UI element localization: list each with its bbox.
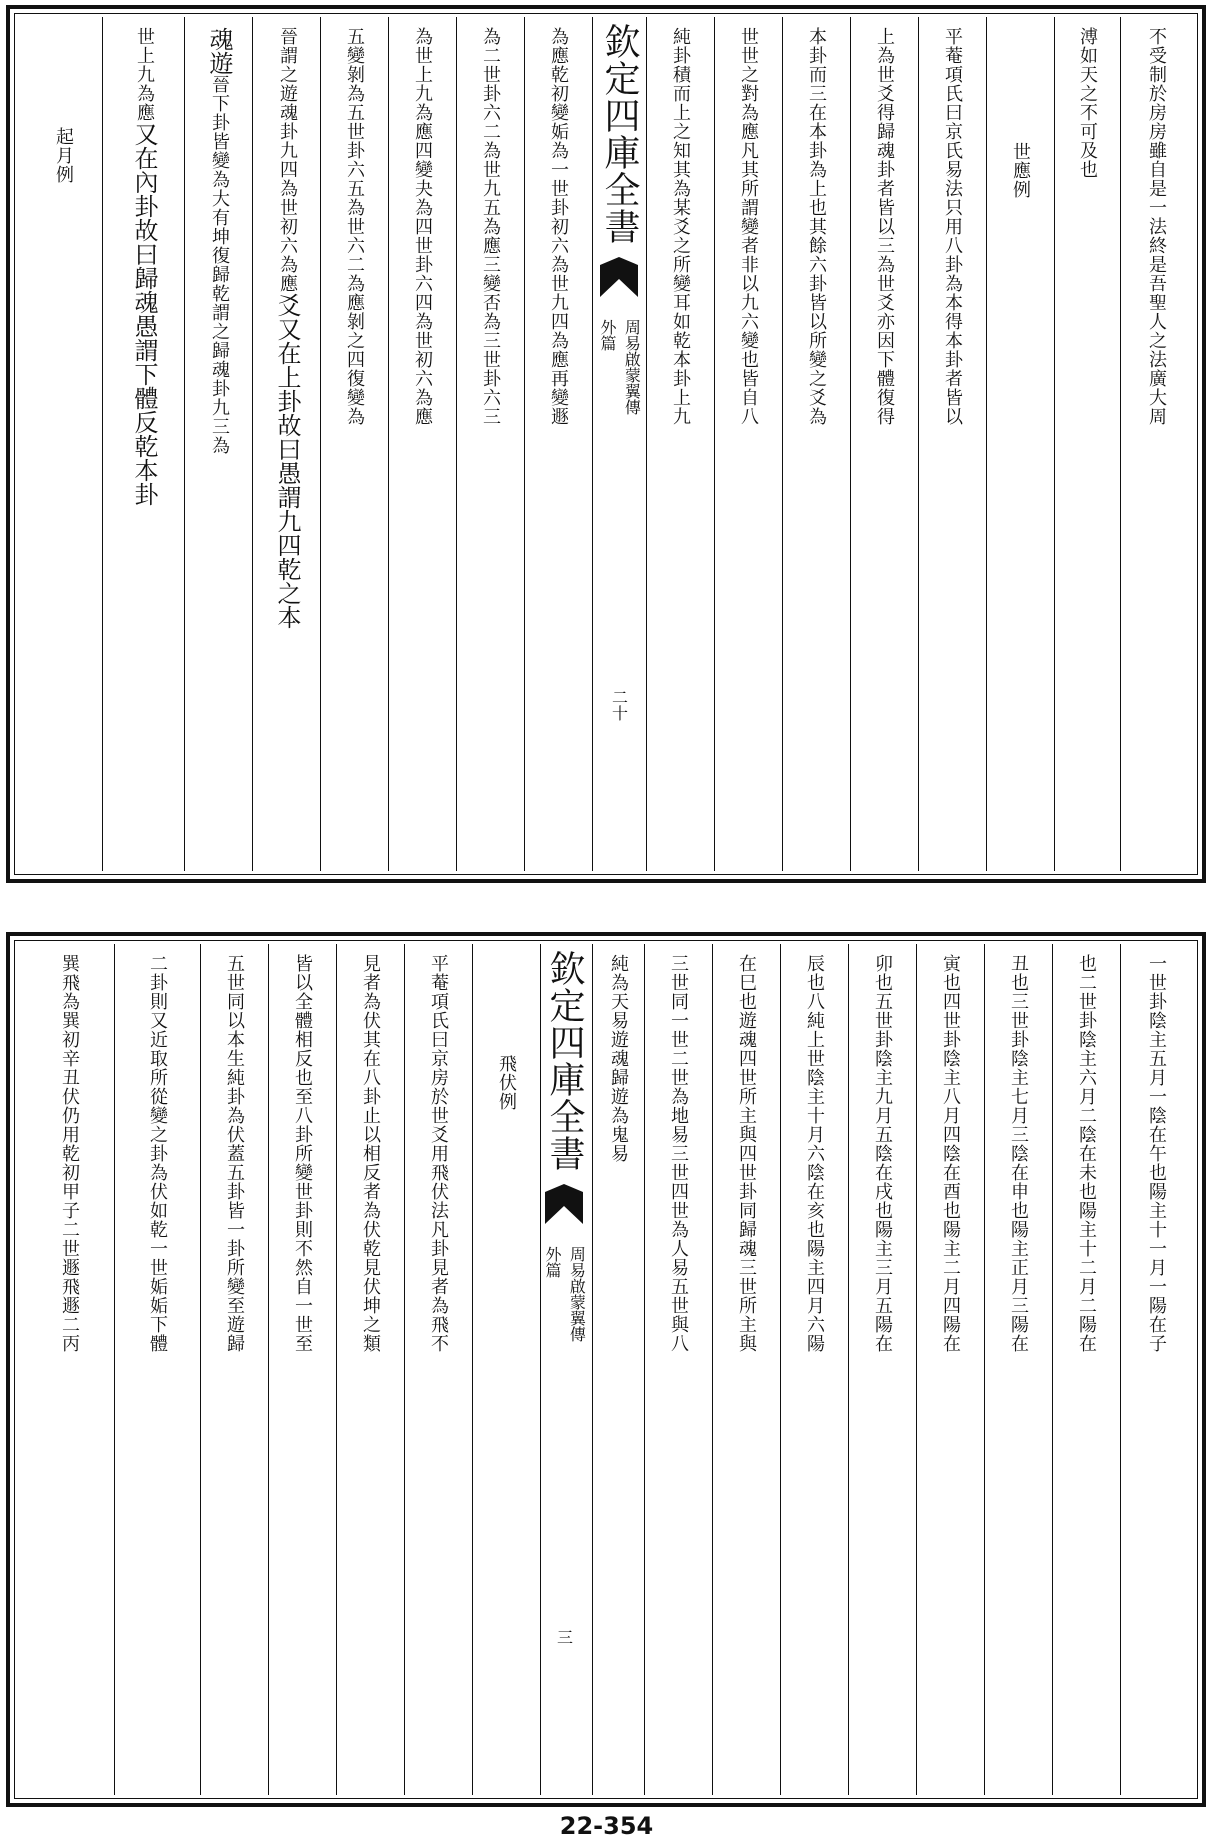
text-column: 世世之對為應凡其所謂變者非以九六變也皆自八 xyxy=(738,27,759,426)
section-heading: 世應例 xyxy=(1010,142,1031,199)
interlinear-note: 遊 魂 xyxy=(204,27,233,75)
text-column: 巽飛為巽初辛丑伏仍用乾初甲子二世遯飛遯二丙 xyxy=(59,954,80,1353)
text-column: 卯也五世卦陰主九月五陰在戌也陽主三月五陽在 xyxy=(872,954,893,1353)
text-column: 也二世卦陰主六月二陰在未也陽主十二月二陽在 xyxy=(1076,954,1097,1353)
interlinear-note: 愚謂下體反乾本卦 又在內卦故曰歸魂 xyxy=(129,122,158,506)
interlinear-note: 愚謂九四乾之本 爻又在上卦故曰 xyxy=(272,293,301,629)
text-column-with-note: 遊 魂 晉下卦皆變為大有坤復歸乾謂之歸魂卦九三為 xyxy=(204,27,233,455)
section-heading: 起月例 xyxy=(53,127,74,184)
text-column: 辰也八純上世陰主十月六陰在亥也陽主四月六陽 xyxy=(804,954,825,1353)
text-column: 寅也四世卦陰主八月四陰在酉也陽主二月四陽在 xyxy=(940,954,961,1353)
leaf-number: 三 xyxy=(554,1629,574,1645)
text-column: 本卦而三在本卦為上也其餘六卦皆以所變之爻為 xyxy=(806,27,827,426)
fish-tail-mark-icon xyxy=(600,257,638,297)
text-column: 五變剝為五世卦六五為世六二為應剝之四復變為 xyxy=(344,27,365,426)
text-column: 平菴項氏曰京氏易法只用八卦為本得本卦者皆以 xyxy=(942,27,963,426)
text-column-with-note: 世上九為應 愚謂下體反乾本卦 又在內卦故曰歸魂 xyxy=(129,27,158,506)
text-column-with-note: 晉謂之遊魂卦九四為世初六為應 愚謂九四乾之本 爻又在上卦故曰 xyxy=(272,27,301,629)
center-margin xyxy=(590,944,646,1795)
text-column: 二卦則又近取所從變之卦為伏如乾一世姤姤下體 xyxy=(147,954,168,1353)
text-column: 丑也三世卦陰主七月三陰在申也陽主正月三陽在 xyxy=(1008,954,1029,1353)
volume-subtitle: 周易啟蒙翼傳 外篇 xyxy=(598,319,642,415)
page-number: 22-354 xyxy=(559,1812,654,1840)
text-column: 在巳也遊魂四世所主與四世卦同歸魂三世所主與 xyxy=(736,954,757,1353)
leaf-number: 二十 xyxy=(609,689,629,721)
center-margin xyxy=(592,17,646,871)
bottom-page xyxy=(6,932,1206,1807)
book-title: 欽定四庫全書 xyxy=(544,950,585,1172)
text-column: 上為世爻得歸魂卦者皆以三為世爻亦因下體復得 xyxy=(874,27,895,426)
text-column: 純卦積而上之知其為某爻之所變耳如乾本卦上九 xyxy=(670,27,691,426)
text-column: 五世同以本生純卦為伏蓋五卦皆一卦所變至遊歸 xyxy=(224,954,245,1353)
text-column: 為二世卦六二為世九五為應三變否為三世卦六三 xyxy=(480,27,501,426)
section-heading: 飛伏例 xyxy=(496,1054,517,1111)
text-column: 三世同一世二世為地易三世四世為人易五世與八 xyxy=(668,954,689,1353)
text-column: 純為天易遊魂歸遊為鬼易 xyxy=(608,954,629,1163)
text-column: 為應乾初變姤為一世卦初六為世九四為應再變遯 xyxy=(548,27,569,426)
text-column: 一世卦陰主五月一陰在午也陽主十一月一陽在子 xyxy=(1146,954,1167,1353)
text-column: 平菴項氏曰京房於世爻用飛伏法凡卦見者為飛不 xyxy=(428,954,449,1353)
center-margin-bottom xyxy=(540,944,588,1795)
text-column: 為世上九為應四變夬為四世卦六四為世初六為應 xyxy=(412,27,433,426)
fish-tail-mark-icon xyxy=(545,1184,583,1224)
text-column: 溥如天之不可及也 xyxy=(1077,27,1098,179)
text-column: 皆以全體相反也至八卦所變世卦則不然自一世至 xyxy=(292,954,313,1353)
text-column: 見者為伏其在八卦止以相反者為伏乾見伏坤之類 xyxy=(360,954,381,1353)
volume-subtitle: 周易啟蒙翼傳 外篇 xyxy=(543,1246,587,1342)
text-column: 不受制於房房雖自是一法終是吾聖人之法廣大周 xyxy=(1146,27,1167,426)
book-title: 欽定四庫全書 xyxy=(599,23,640,245)
top-page xyxy=(6,5,1206,883)
